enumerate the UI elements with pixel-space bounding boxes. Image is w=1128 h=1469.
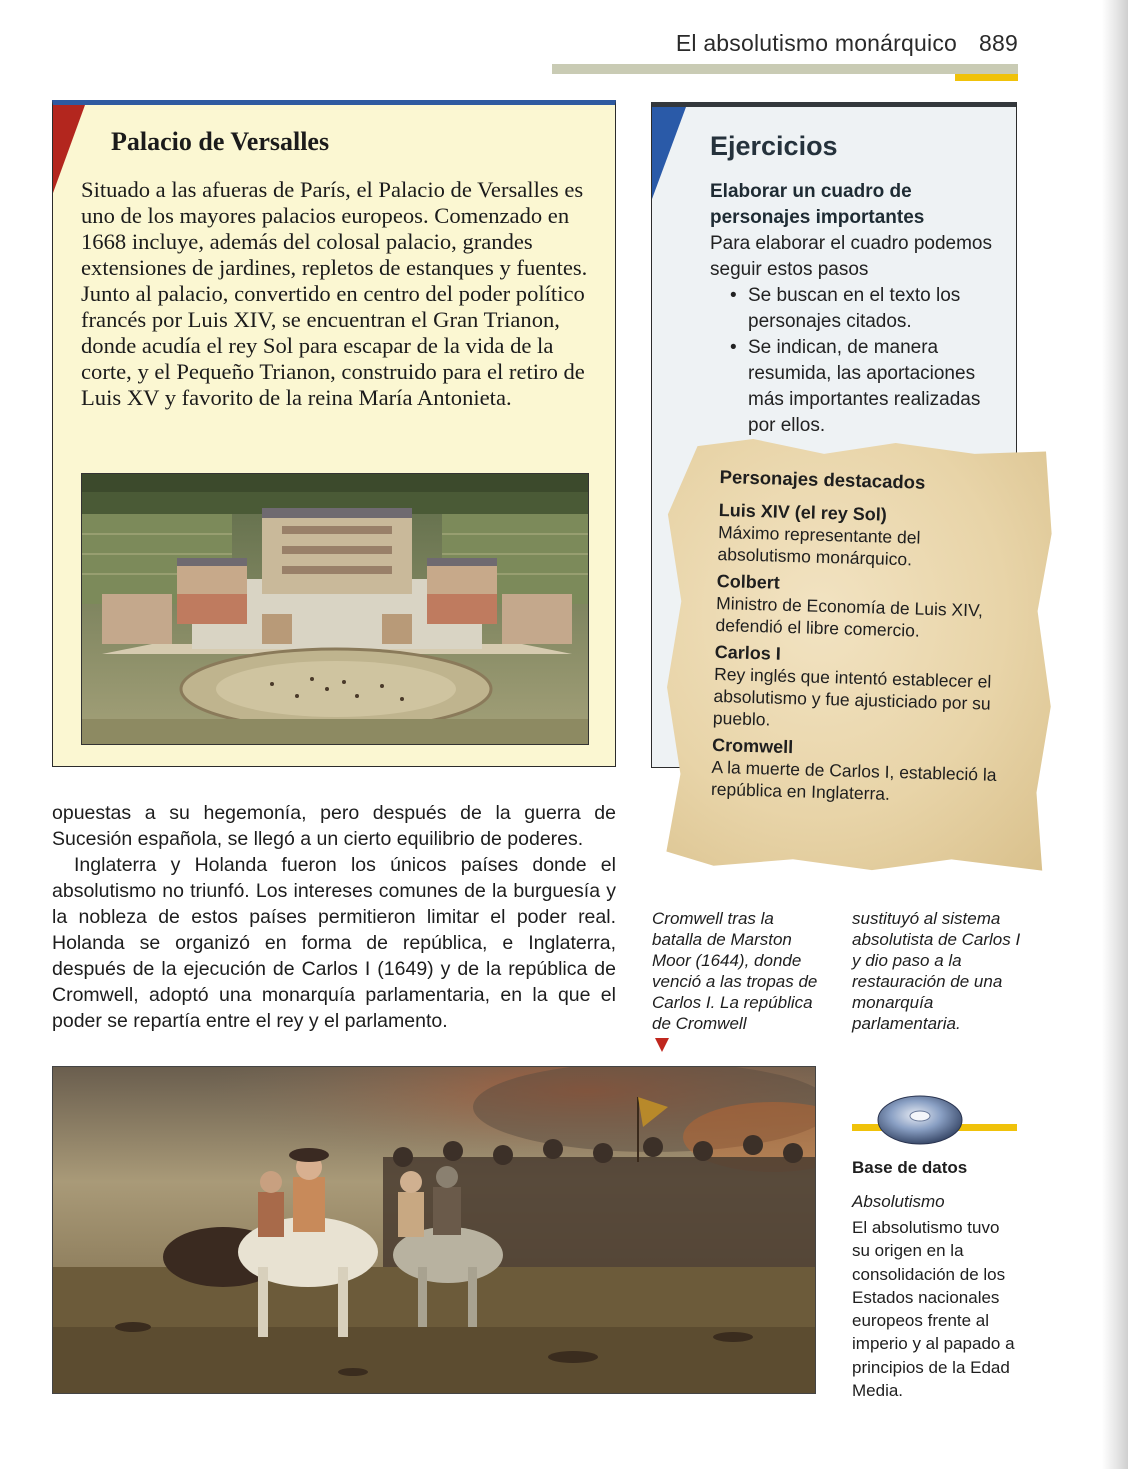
personaje-name: Carlos I	[714, 641, 782, 664]
body-paragraph: opuestas a su hegemonía, pero después de la guerra de Sucesión española, se llegó a un cierto equilibrio de poderes.	[52, 802, 616, 850]
personajes-card	[711, 466, 1020, 814]
ejercicios-subtitle: Elaborar un cuadro de personajes importantes	[710, 181, 925, 228]
base-datos-text: El absolutismo tuvo su origen en la consolidación de los Estados nacionales europeos frente al imperio y al papado a principios de la Edad Media.	[852, 1218, 1015, 1401]
step-text: Se indican, de manera resumida, las aportaciones más importantes realizadas por ellos.	[748, 337, 981, 436]
page-number: 889	[979, 30, 1018, 56]
body-paragraph: Inglaterra y Holanda fueron los únicos países donde el absolutismo no triunfó. Los intereses comunes de la burguesía y la nobleza de estos países permitieron limitar el poder real. Holanda se organizó en forma de república, e Inglaterra, después de la ejecución de Carlos I (1649) y de la república de Cromwell, adoptó una monarquía parlamentaria, en la que el poder se repartía entre el rey y el parlamento.	[52, 854, 616, 1032]
cromwell-battle-painting	[52, 1066, 816, 1394]
list-item	[728, 283, 998, 335]
ejercicios-steps	[728, 283, 998, 439]
personaje-name: Cromwell	[711, 734, 794, 758]
personaje-desc: Ministro de Economía de Luis XIV, defendió el libre comercio.	[715, 592, 984, 641]
running-header	[560, 30, 1018, 57]
palacio-title: Palacio de Versalles	[111, 127, 330, 156]
step-text: Se buscan en el texto los personajes citados.	[748, 285, 961, 332]
versailles-illustration	[81, 473, 589, 745]
palacio-box	[52, 100, 616, 767]
ejercicios-corner-flag	[652, 107, 686, 199]
personaje-desc: Máximo representante del absolutismo monárquico.	[717, 521, 921, 570]
bullet: •	[730, 337, 737, 358]
personaje-name: Colbert	[716, 570, 781, 593]
ejercicios-intro: Para elaborar el cuadro podemos seguir estos pasos	[710, 233, 993, 280]
chapter-title: El absolutismo monárquico	[675, 30, 958, 56]
caption-right: sustituyó al sistema absolutista de Carlos I y dio paso a la restauración de una monarquía parlamentaria.	[852, 909, 1021, 1033]
battle-painting-icon	[53, 1067, 816, 1394]
header-rule	[552, 64, 1018, 74]
caption-arrow-icon	[655, 1038, 669, 1052]
page-edge-shadow	[1102, 0, 1128, 1469]
personajes-heading: Personajes destacados	[719, 466, 926, 493]
personaje-name: Luis XIV (el rey Sol)	[718, 499, 888, 525]
palacio-text: Situado a las afueras de París, el Palacio de Versalles es uno de los mayores palacios europeos. Comenzado en 1668 incluye, además del colosal palacio, grandes extensiones de jardines, repletos de estanques y fuentes. Junto al palacio, convertido en centro del poder político francés por Luis XIV, se encuentran el Gran Trianon, donde acudía el rey Sol para escapar de la vida de la corte, y el Pequeño Trianon, construido para el retiro de Luis XV y favorito de la reina María Antonieta.	[81, 177, 588, 410]
list-item	[728, 335, 998, 439]
caption-left: Cromwell tras la batalla de Marston Moor (1644), donde venció a las tropas de Carlos I. La república de Cromwell	[652, 909, 818, 1033]
personaje-desc: A la muerte de Carlos I, estableció la república en Inglaterra.	[710, 756, 997, 804]
versailles-painting-icon	[82, 474, 589, 745]
personaje-desc: Rey inglés que intentó establecer el absolutismo y fue ajusticiado por su pueblo.	[712, 663, 992, 730]
cd-disc-icon	[876, 1094, 964, 1146]
body-text	[52, 800, 616, 1034]
bullet: •	[730, 285, 737, 306]
ejercicios-title: Ejercicios	[710, 131, 838, 161]
base-datos-title: Base de datos	[852, 1158, 968, 1177]
base-datos-subtitle: Absolutismo	[852, 1192, 945, 1211]
header-accent-bar	[955, 74, 1018, 81]
